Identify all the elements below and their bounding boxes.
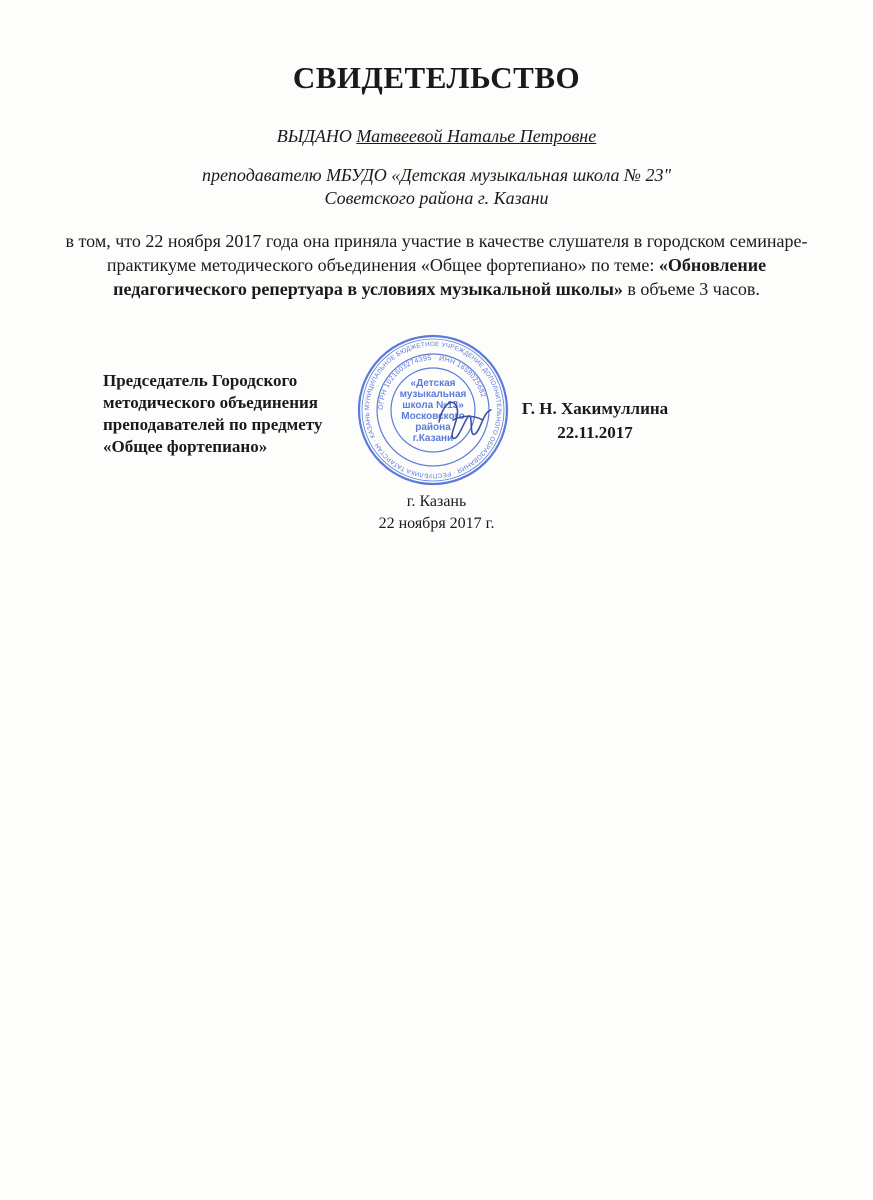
signatory-name: Г. Н. Хакимуллина xyxy=(521,399,669,418)
seal-inner-text: ОГРН 1021603274395 · ИНН 1658025682 xyxy=(377,354,487,411)
seal-center-line: района xyxy=(415,422,451,433)
signatory-block xyxy=(495,397,695,445)
issued-to-line xyxy=(0,126,873,147)
issued-prefix: ВЫДАНО xyxy=(276,126,352,146)
recipient-name: Матвеевой Наталье Петровне xyxy=(356,126,597,146)
seal-center-line: школа №13» xyxy=(402,400,464,411)
seal-center-line: Московского xyxy=(401,411,465,422)
city: г. Казань xyxy=(406,493,467,510)
recipient-position xyxy=(0,164,873,210)
seal-center-line: «Детская xyxy=(410,378,456,389)
position-line-1: преподавателю МБУДО «Детская музыкальная школа № 23" xyxy=(201,165,672,185)
seal-outer-text: МУНИЦИПАЛЬНОЕ БЮДЖЕТНОЕ УЧРЕЖДЕНИЕ ДОПОЛНИТЕЛЬНОГО ОБРАЗОВАНИЯ · РЕСПУБЛИКА ТАТАРСТАН · КАЗАНЬ xyxy=(363,340,503,480)
official-seal xyxy=(357,334,509,486)
seal-center-line: г.Казани xyxy=(412,433,454,444)
position-line-2: Советского района г. Казани xyxy=(324,188,549,208)
signature-date: 22.11.2017 xyxy=(557,423,633,442)
signatory-title-line: методического объединения xyxy=(103,393,318,412)
seminar-topic: «Обновление педагогического репертуара в условиях музыкальной школы» xyxy=(113,255,767,299)
body-part-1: в том, что 22 ноября 2017 года она приняла участие в качестве слушателя в городском семинаре-практикуме методического объединения «Общее фортепиано» по теме: xyxy=(65,231,808,275)
certificate-body xyxy=(40,229,833,301)
issue-date: 22 ноября 2017 г. xyxy=(378,515,495,532)
place-and-date xyxy=(0,491,873,535)
signatory-title-line: Председатель Городского xyxy=(103,371,298,390)
signatory-title-line: преподавателей по предмету xyxy=(103,415,323,434)
body-part-2: в объеме 3 часов. xyxy=(627,279,760,299)
signatory-title-line: «Общее фортепиано» xyxy=(103,437,268,456)
seal-center-line: музыкальная xyxy=(399,389,467,400)
signatory-title xyxy=(103,370,322,458)
document-title: СВИДЕТЕЛЬСТВО xyxy=(292,60,581,95)
